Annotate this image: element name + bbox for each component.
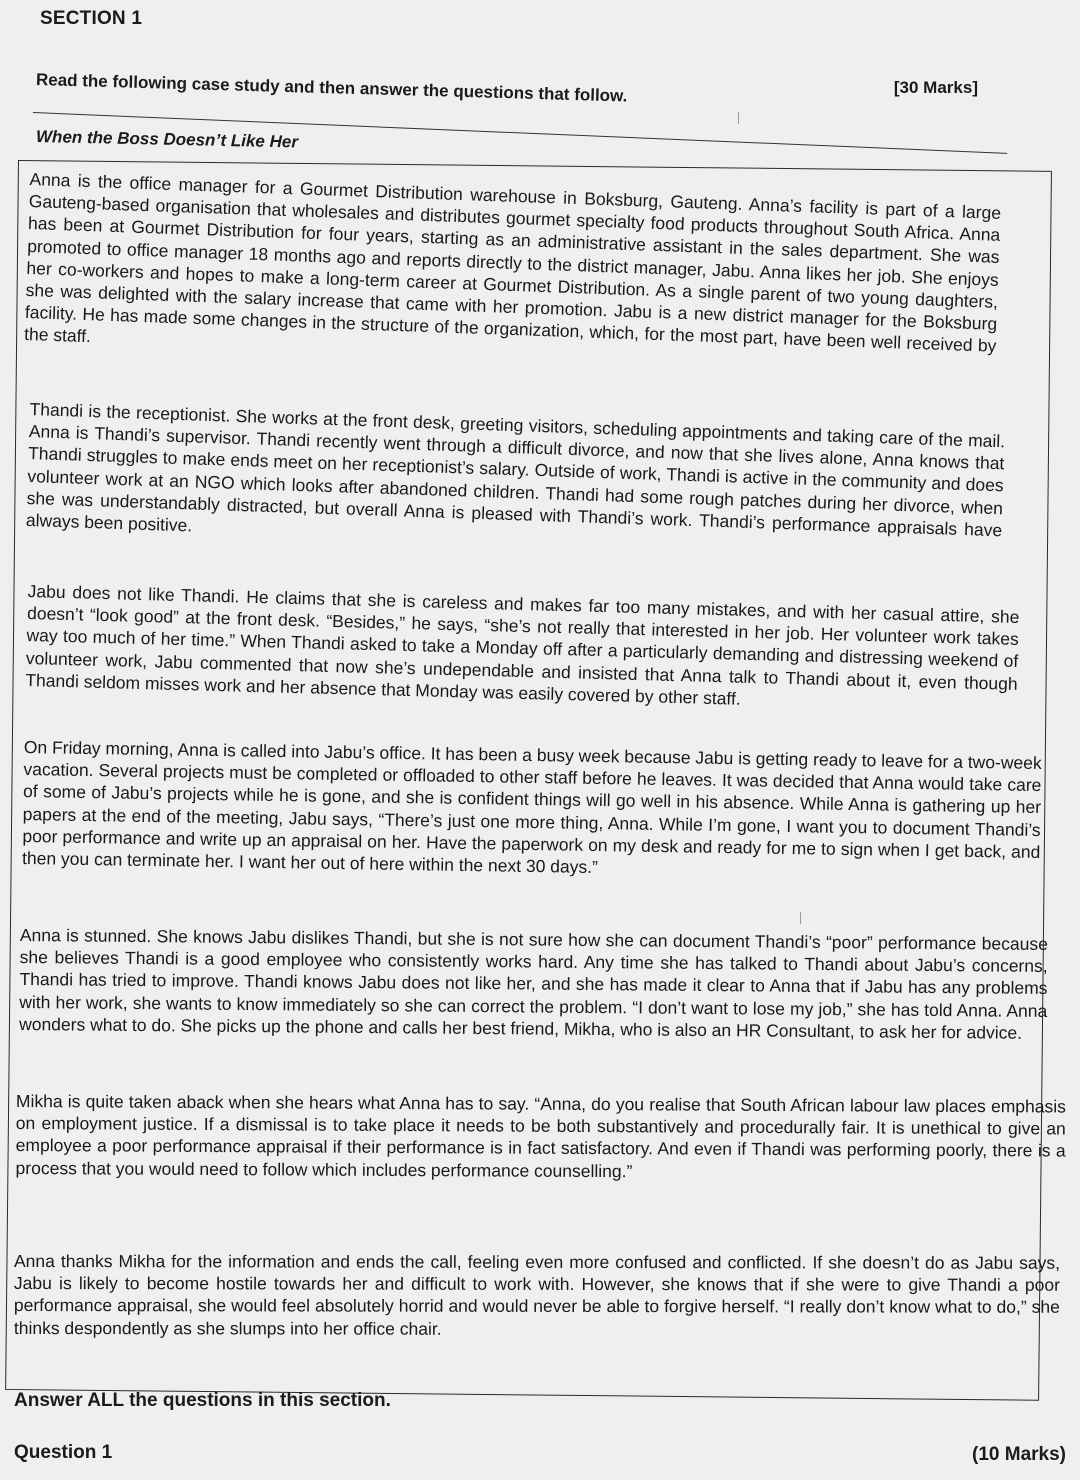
question-label: Question 1 — [14, 1442, 113, 1463]
answer-instruction: Answer ALL the questions in this section. — [14, 1390, 391, 1411]
case-paragraph-1: Anna is the office manager for a Gourmet Distribution warehouse in Boksburg, Gauteng. Anna’s facility is part of a large Gauteng-based organisation that wholesales and distributes gourmet specialty food products throughout South Africa. Anna has been at Gourmet Distribution for four years, starting as an administrative assistant in the sales department. She was promoted to office manager 18 months ago and reports directly to the district manager, Jabu. Anna likes her job. She enjoys her co-workers and hopes to make a long-term career at Gourmet Distribution. As a single parent of two young daughters, she was delighted with the salary increase that came with her promotion. Jabu is a new district manager for the Boksburg facility. He has made some changes in the structure of the organization, which, for the most part, have been well received by the staff. — [23, 168, 1002, 357]
case-paragraph-4: On Friday morning, Anna is called into Jabu’s office. It has been a busy week because Jabu is getting ready to leave for a two-week vacation. Several projects must be completed or offloaded to other staff before he leaves. It was decided that Anna would take care of some of Jabu’s projects while he is gone, and she is confident things will go well in his absence. While Anna is gathering up her papers at the end of the meeting, Jabu says, “There’s just one more thing, Anna. While I’m gone, I want you to document Thandi’s poor performance and write up an appraisal on her. Have the paperwork on my desk and ready for me to sign when I get back, and then you can terminate her. I want her out of here within the next 30 days.” — [21, 736, 1042, 878]
section-instruction: Read the following case study and then answer the questions that follow. — [35, 70, 628, 106]
section-marks: [30 Marks] — [893, 78, 978, 97]
question-marks: (10 Marks) — [972, 1444, 1066, 1465]
case-study-title: When the Boss Doesn’t Like Her — [35, 127, 299, 152]
case-paragraph-7: Anna thanks Mikha for the information and ends the call, feeling even more confused and conflicted. If she doesn’t do as Jabu says, Jabu is likely to become hostile towards her and difficult to work with. However, she knows that if she were to give Thandi a poor performance appraisal, she would feel absolutely horrid and would never be able to forgive herself. “I really don’t know what to do,” she thinks despondently as she slumps into her office chair. — [13, 1251, 1060, 1339]
case-paragraph-2: Thandi is the receptionist. She works at the front desk, greeting visitors, scheduling appointments and taking care of the mail. Anna is Thandi’s supervisor. Thandi recently went through a difficult divorce, and now that she lives alone, Anna knows that Thandi struggles to make ends meet on her receptionist’s salary. Outside of work, Thandi is active in the community and does volunteer work at an NGO which looks after abandoned children. Thandi had some rough patches during her divorce, when she was understandably distracted, but overall Anna is pleased with Thandi’s work. Thandi’s performance appraisals have always been positive. — [25, 398, 1006, 541]
case-paragraph-6: Mikha is quite taken aback when she hears what Anna has to say. “Anna, do you realise that South African labour law places emphasis on employment justice. If a dismissal is to take place it needs to be both substantively and procedurally fair. It is unethical to give an employee a poor performance appraisal if their performance is in fact satisfactory. And even if Thandi was performing poorly, there is a process that you would need to follow which includes performance counselling.” — [15, 1091, 1066, 1181]
margin-mark — [800, 912, 801, 924]
margin-mark — [738, 112, 739, 124]
case-paragraph-3: Jabu does not like Thandi. He claims that she is careless and makes far too many mistakes, and with her casual attire, she doesn’t “look good” at the front desk. “Besides,” he says, “she’s not really that interested in her job. Her volunteer work takes way too much of her time.” When Thandi asked to take a Monday off after a particularly demanding and distressing weekend of volunteer work, Jabu commented that now she’s undependable and insisted that Anna talk to Thandi about it, even though Thandi seldom misses work and her absence that Monday was easily covered by other staff. — [25, 580, 1020, 709]
case-paragraph-5: Anna is stunned. She knows Jabu dislikes Thandi, but she is not sure how she can document Thandi’s “poor” performance because she believes Thandi is a good employee who consistently works hard. Any time she has talked to Thandi about Jabu’s concerns, Thandi has tried to improve. Thandi knows Jabu does not like her, and she has made it clear to Anna that if Jabu has any problems with her work, she wants to know immediately so she can correct the problem. “I don’t want to lose my job,” she has told Anna. Anna wonders what to do. She picks up the phone and calls her best friend, Mikha, who is also an HR Consultant, to ask her for advice. — [19, 924, 1048, 1043]
section-title: SECTION 1 — [40, 8, 143, 29]
